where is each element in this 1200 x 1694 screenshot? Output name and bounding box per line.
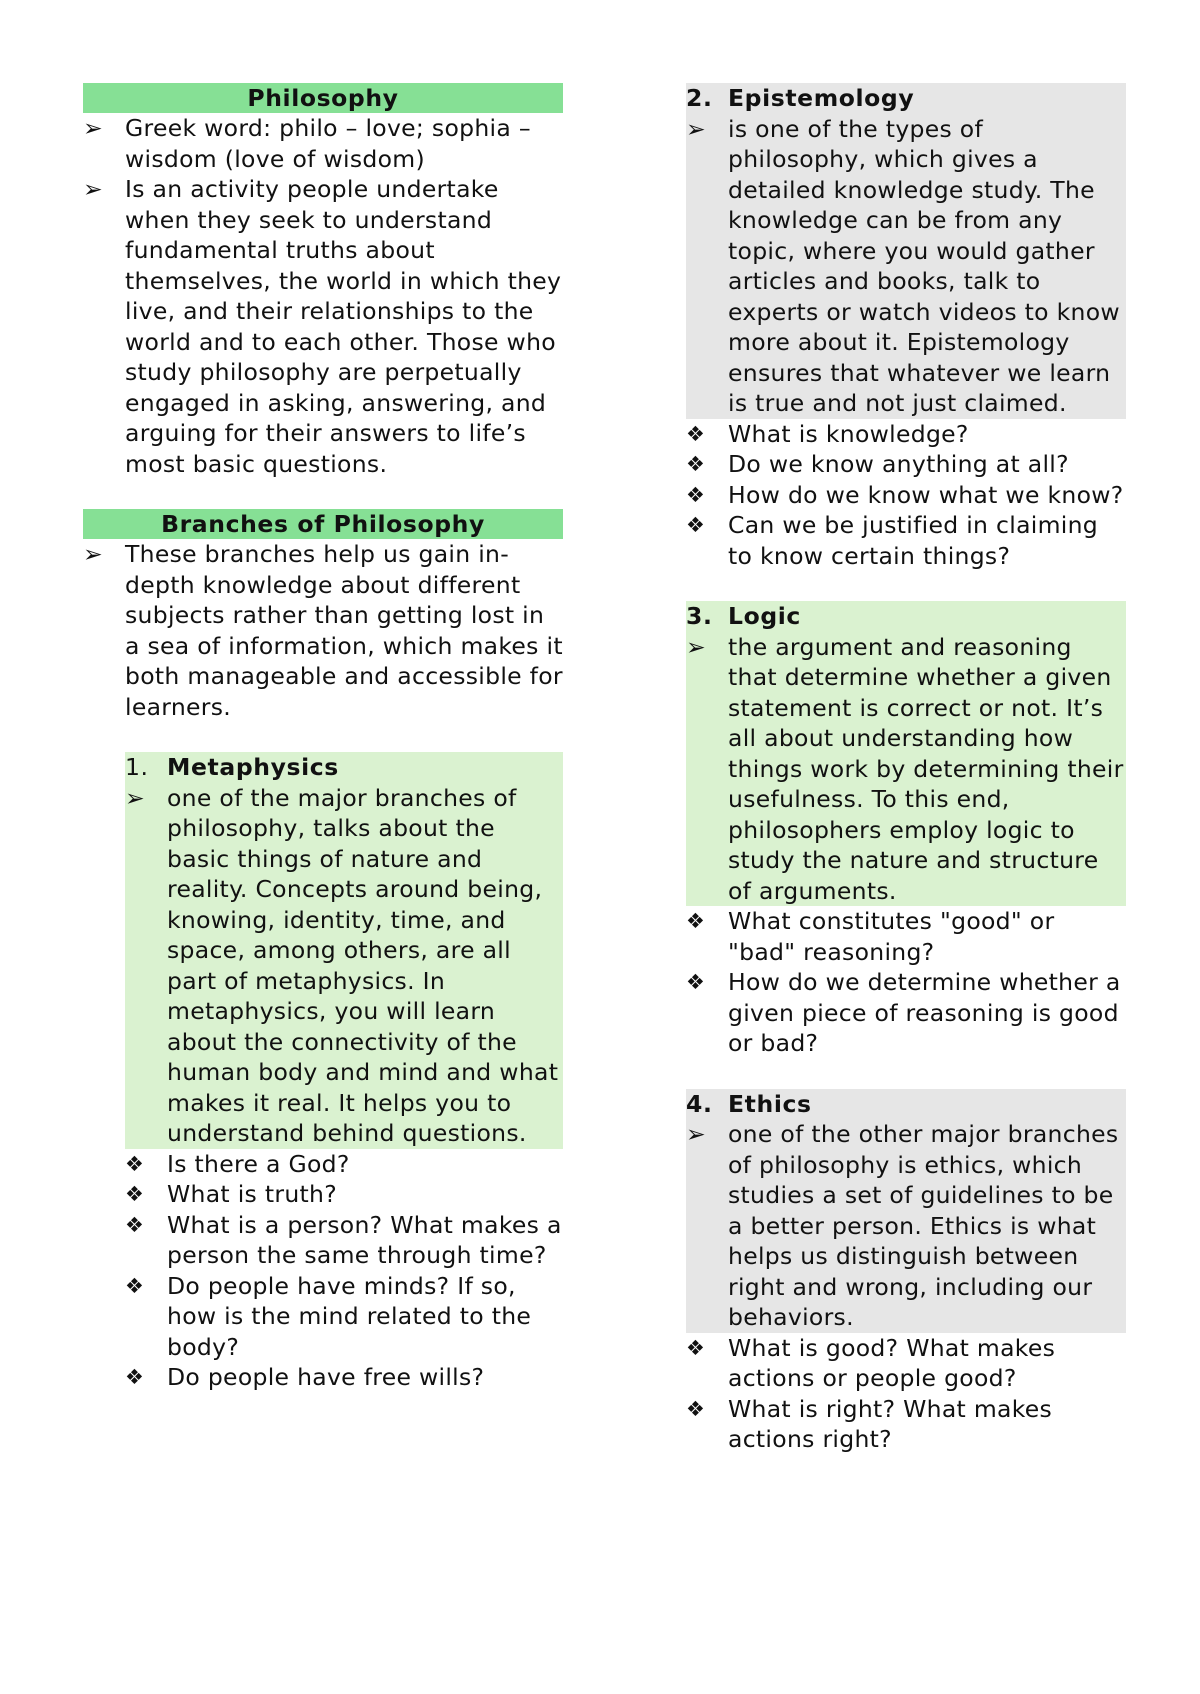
- question-text: What is truth?: [167, 1180, 338, 1208]
- section-number: 4.: [686, 1089, 713, 1118]
- philosophy-definition: Is an activity people undertake when they seek to understand fundamental truths about themselves, the world in which they live, and their relationships to the world and to each other. Those who study philosophy are perpetually engaged in asking, answering, and arguing for their answers to life’s most basic questions.: [125, 175, 562, 478]
- metaphysics-box: [125, 752, 563, 1149]
- question-item: [686, 1394, 1126, 1455]
- section-number: 2.: [686, 84, 713, 112]
- ethics-description: one of the other major branches of philosophy is ethics, which studies a set of guidelines to be a better person. Ethics is what helps us distinguish between right and wrong, including our behaviors.: [728, 1120, 1119, 1331]
- question-item: [686, 967, 1126, 1059]
- ethics-section: [686, 1089, 1126, 1455]
- question-text: What is good? What makes actions or people good?: [728, 1333, 1056, 1392]
- section-title: Epistemology: [728, 84, 915, 112]
- list-item: [686, 632, 1126, 907]
- epistemology-section: [686, 83, 1126, 571]
- question-text: How do we know what we know?: [728, 480, 1124, 509]
- question-item: [125, 1271, 563, 1363]
- diamond-bullet-icon: ❖: [125, 1365, 145, 1389]
- diamond-bullet-icon: ❖: [686, 452, 706, 476]
- ethics-heading: [686, 1089, 1126, 1120]
- ethics-box: [686, 1089, 1126, 1333]
- question-item: [686, 419, 1126, 450]
- left-column: [83, 83, 563, 1393]
- arrow-bullet-icon: ➢: [83, 114, 103, 142]
- logic-section: [686, 601, 1126, 1059]
- question-item: [686, 480, 1126, 511]
- metaphysics-heading: [125, 752, 563, 783]
- metaphysics-section: [125, 752, 563, 1393]
- list-item: [83, 174, 563, 479]
- question-text: What constitutes "good" or "bad" reasoning?: [728, 907, 1055, 966]
- diamond-bullet-icon: ❖: [125, 1182, 145, 1206]
- section-title: Metaphysics: [167, 753, 339, 781]
- diamond-bullet-icon: ❖: [686, 1396, 706, 1421]
- metaphysics-description: one of the major branches of philosophy, talks about the basic things of nature and reality. Concepts around being, knowing, identity, time, and space, among others, are all part of metaphysics. In metaphysics, you will learn about the connectivity of the human body and mind and what makes it real. It helps you to understand behind questions.: [167, 783, 559, 1147]
- list-item: [125, 783, 563, 1149]
- list-item: [83, 113, 563, 174]
- diamond-bullet-icon: ❖: [686, 1335, 706, 1360]
- arrow-bullet-icon: ➢: [125, 783, 145, 812]
- logic-description: the argument and reasoning that determine whether a given statement is correct or not. It’s all about understanding how things work by determining their usefulness. To this end, philosophers employ logic to study the nature and structure of arguments.: [728, 632, 1124, 905]
- diamond-bullet-icon: ❖: [686, 482, 706, 507]
- question-text: Do people have minds? If so, how is the mind related to the body?: [167, 1271, 532, 1361]
- logic-box: [686, 601, 1126, 906]
- question-text: How do we determine whether a given piece of reasoning is good or bad?: [728, 968, 1121, 1057]
- epistemology-box: [686, 83, 1126, 419]
- diamond-bullet-icon: ❖: [686, 421, 706, 446]
- section-title: Logic: [728, 602, 801, 630]
- diamond-bullet-icon: ❖: [125, 1151, 145, 1176]
- question-text: Do people have free wills?: [167, 1363, 485, 1391]
- question-item: [686, 1333, 1126, 1394]
- question-item: [686, 510, 1126, 571]
- section-title: Ethics: [728, 1089, 812, 1118]
- question-item: [125, 1210, 563, 1271]
- branches-description: These branches help us gain in-depth knowledge about different subjects rather than getting lost in a sea of information, which makes it both manageable and accessible for learners.: [125, 540, 563, 721]
- epistemology-description: is one of the types of philosophy, which gives a detailed knowledge study. The knowledge can be from any topic, where you would gather articles and books, talk to experts or watch videos to know more about it. Epistemology ensures that whatever we learn is true and not just claimed.: [728, 114, 1120, 417]
- question-item: [125, 1362, 563, 1393]
- list-item: [686, 114, 1126, 419]
- question-item: [125, 1179, 563, 1210]
- question-text: What is a person? What makes a person the same through time?: [167, 1210, 562, 1269]
- branches-heading: Branches of Philosophy: [83, 509, 563, 539]
- arrow-bullet-icon: ➢: [83, 540, 103, 568]
- section-number: 1.: [125, 753, 149, 781]
- question-text: Is there a God?: [167, 1149, 350, 1178]
- philosophy-etymology: Greek word: philo – love; sophia – wisdom (love of wisdom): [125, 114, 531, 173]
- diamond-bullet-icon: ❖: [125, 1212, 145, 1237]
- question-item: [686, 449, 1126, 480]
- arrow-bullet-icon: ➢: [686, 632, 706, 661]
- list-item: [83, 539, 563, 722]
- logic-heading: [686, 601, 1126, 632]
- arrow-bullet-icon: ➢: [686, 1120, 706, 1148]
- diamond-bullet-icon: ❖: [686, 909, 706, 933]
- right-column: [686, 83, 1126, 1455]
- question-text: Do we know anything at all?: [728, 450, 1069, 478]
- question-text: What is knowledge?: [728, 419, 969, 448]
- diamond-bullet-icon: ❖: [125, 1273, 145, 1298]
- diamond-bullet-icon: ❖: [686, 513, 706, 537]
- arrow-bullet-icon: ➢: [83, 175, 103, 203]
- question-item: [125, 1149, 563, 1180]
- section-number: 3.: [686, 602, 713, 630]
- epistemology-heading: [686, 83, 1126, 114]
- question-text: What is right? What makes actions right?: [728, 1394, 1053, 1453]
- diamond-bullet-icon: ❖: [686, 970, 706, 994]
- philosophy-heading: Philosophy: [83, 83, 563, 113]
- question-item: [686, 906, 1126, 967]
- list-item: [686, 1119, 1126, 1333]
- question-text: Can we be justified in claiming to know certain things?: [728, 511, 1099, 570]
- arrow-bullet-icon: ➢: [686, 114, 706, 143]
